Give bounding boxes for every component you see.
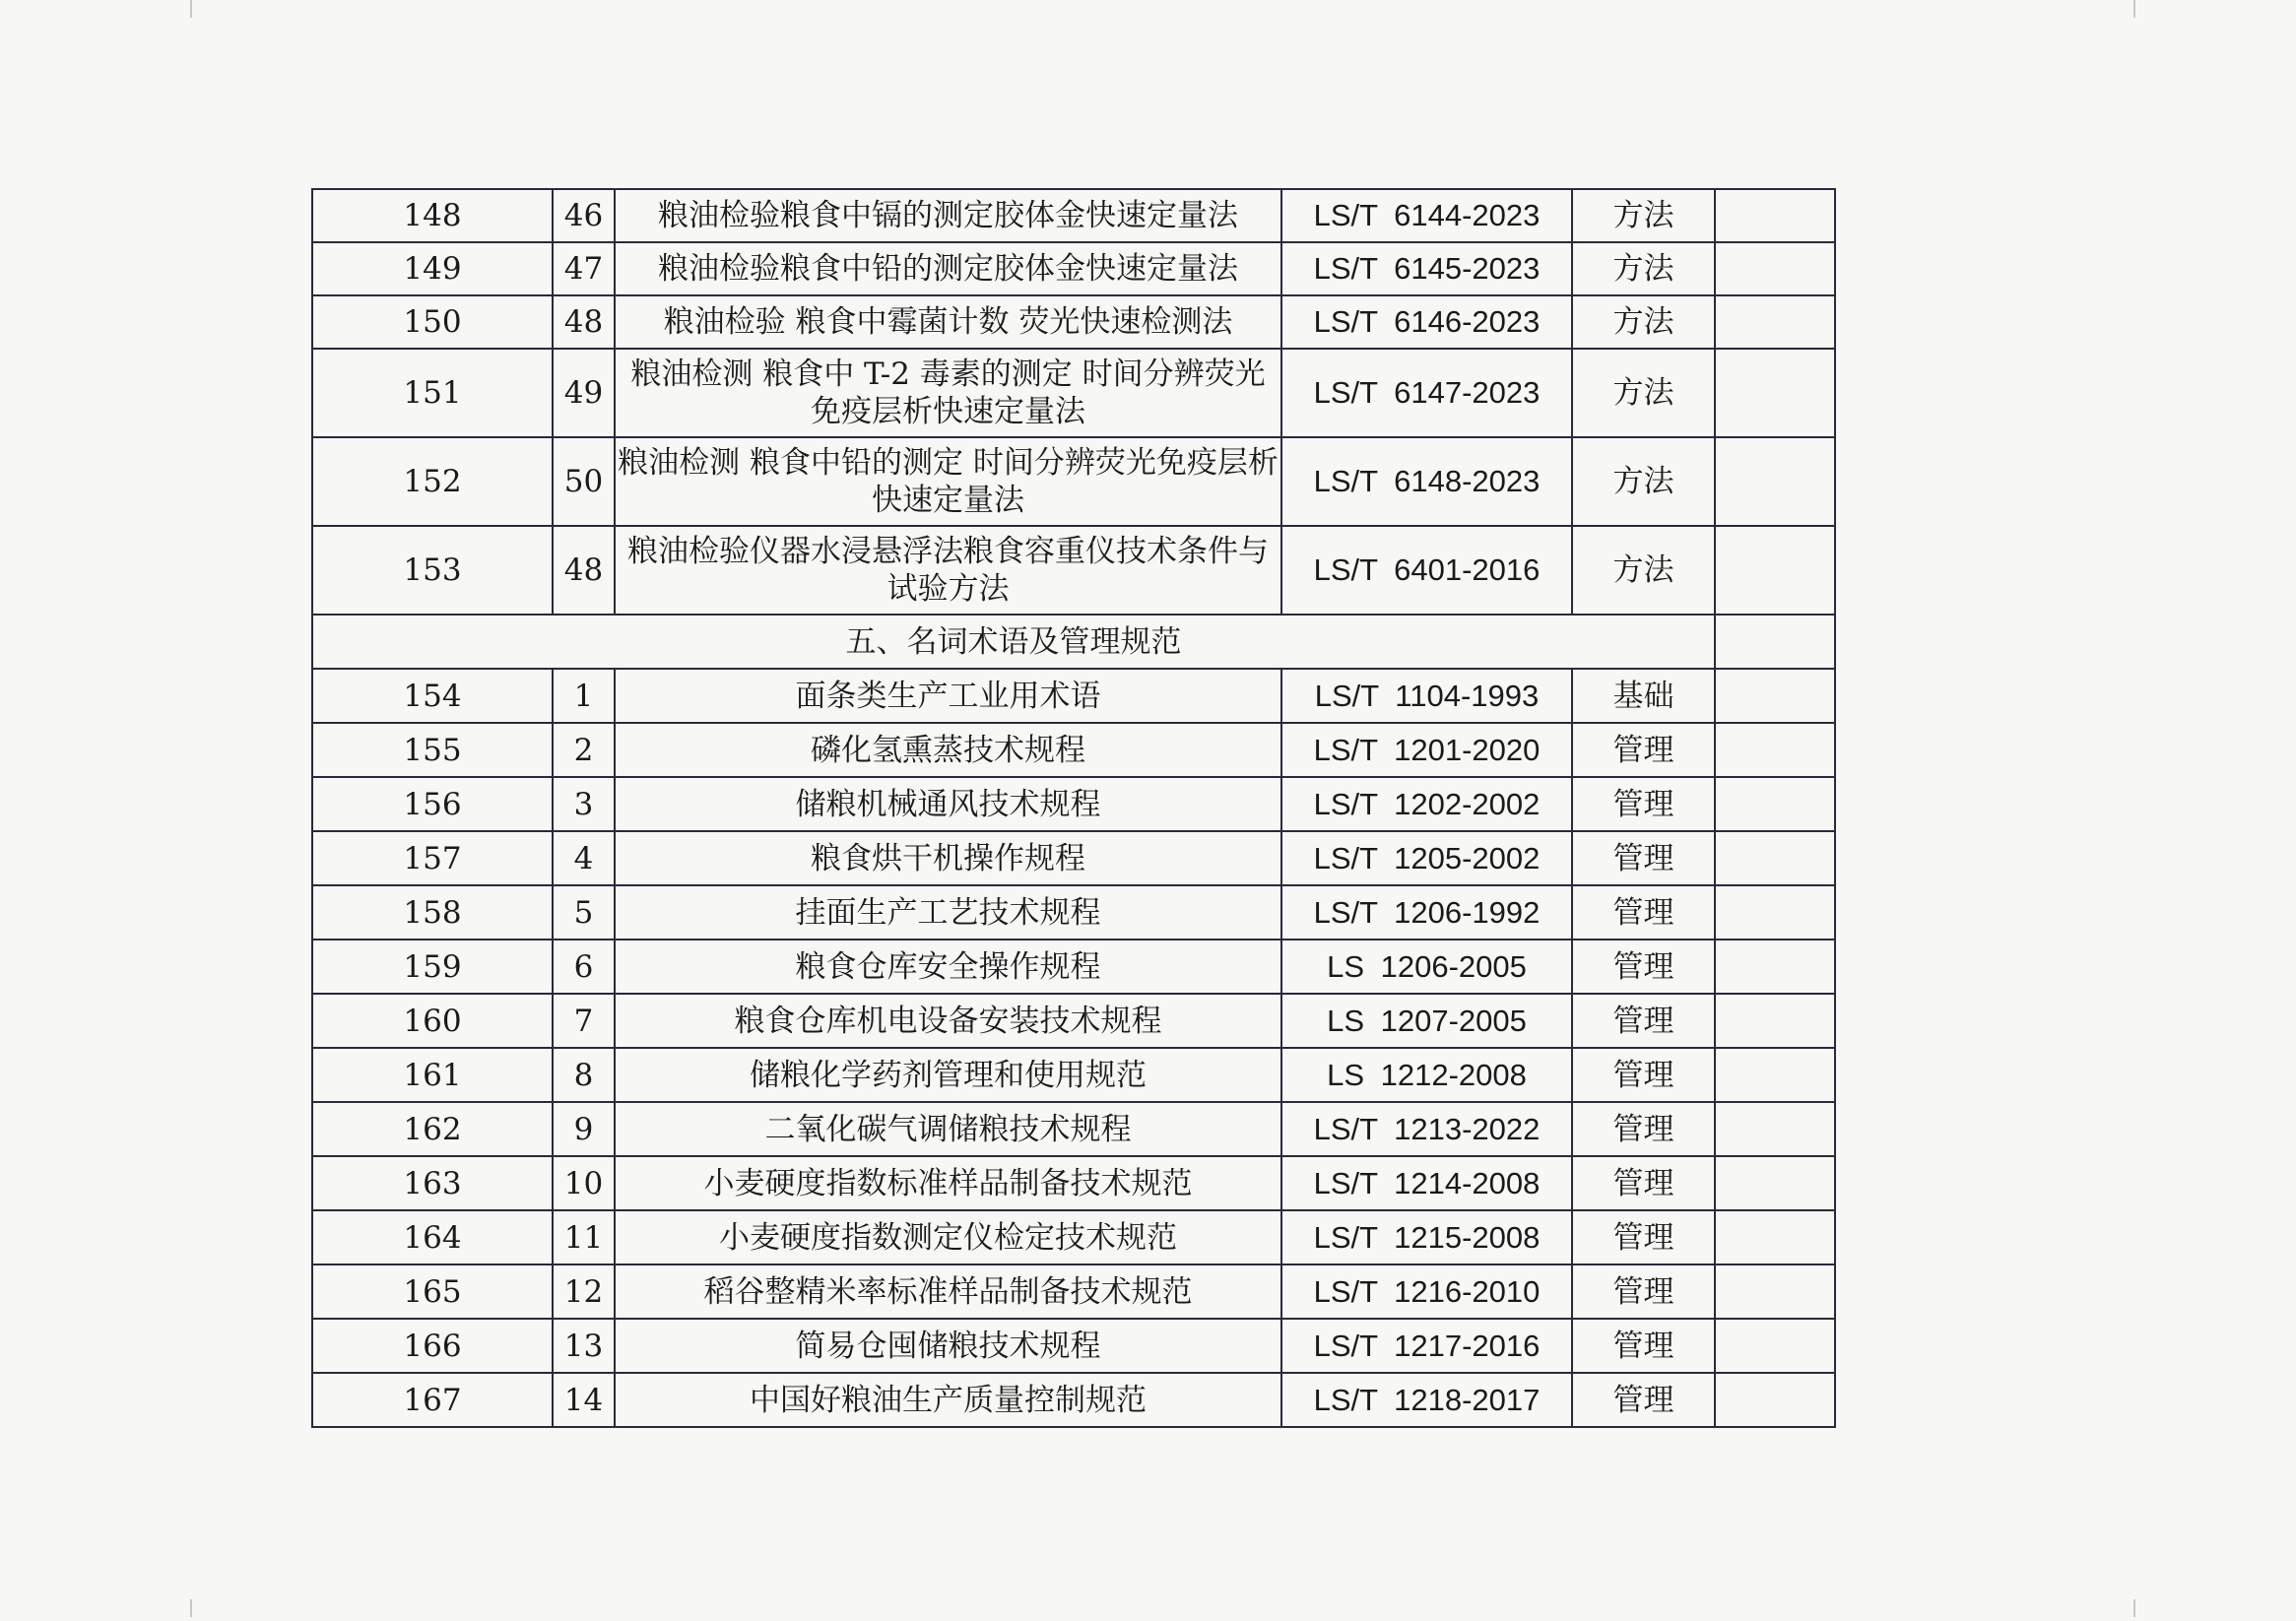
seq-cell: 157 <box>312 831 553 885</box>
scan-tick-mark <box>2133 0 2135 18</box>
type-cell: 方法 <box>1572 295 1715 349</box>
scan-tick-mark <box>190 0 192 18</box>
code-cell: LS 1207-2005 <box>1281 994 1572 1048</box>
scan-tick-mark <box>2133 1599 2135 1617</box>
table-row <box>312 1373 1835 1427</box>
num-cell: 48 <box>553 295 615 349</box>
seq-cell: 160 <box>312 994 553 1048</box>
num-cell: 50 <box>553 437 615 526</box>
seq-cell: 162 <box>312 1102 553 1156</box>
table-row <box>312 1210 1835 1264</box>
note-cell <box>1715 723 1835 777</box>
type-cell: 管理 <box>1572 777 1715 831</box>
name-cell: 粮油检验粮食中铅的测定胶体金快速定量法 <box>615 242 1281 295</box>
note-cell <box>1715 885 1835 940</box>
note-cell <box>1715 669 1835 723</box>
num-cell: 46 <box>553 189 615 242</box>
type-cell: 管理 <box>1572 1048 1715 1102</box>
type-cell: 管理 <box>1572 1319 1715 1373</box>
seq-cell: 164 <box>312 1210 553 1264</box>
seq-cell: 167 <box>312 1373 553 1427</box>
name-cell: 简易仓囤储粮技术规程 <box>615 1319 1281 1373</box>
code-cell: LS/T 1217-2016 <box>1281 1319 1572 1373</box>
seq-cell: 148 <box>312 189 553 242</box>
name-cell: 储粮化学药剂管理和使用规范 <box>615 1048 1281 1102</box>
code-cell: LS/T 6401-2016 <box>1281 526 1572 615</box>
seq-cell: 165 <box>312 1264 553 1319</box>
num-cell: 1 <box>553 669 615 723</box>
seq-cell: 158 <box>312 885 553 940</box>
note-cell <box>1715 1156 1835 1210</box>
type-cell: 管理 <box>1572 1102 1715 1156</box>
num-cell: 13 <box>553 1319 615 1373</box>
num-cell: 2 <box>553 723 615 777</box>
seq-cell: 151 <box>312 349 553 437</box>
name-cell: 二氧化碳气调储粮技术规程 <box>615 1102 1281 1156</box>
table-row <box>312 189 1835 242</box>
note-cell <box>1715 940 1835 994</box>
name-cell: 粮油检验 粮食中霉菌计数 荧光快速检测法 <box>615 295 1281 349</box>
seq-cell: 166 <box>312 1319 553 1373</box>
note-cell <box>1715 295 1835 349</box>
num-cell: 8 <box>553 1048 615 1102</box>
code-cell: LS 1212-2008 <box>1281 1048 1572 1102</box>
note-cell <box>1715 242 1835 295</box>
table-row <box>312 437 1835 526</box>
num-cell: 48 <box>553 526 615 615</box>
code-cell: LS/T 1213-2022 <box>1281 1102 1572 1156</box>
type-cell: 方法 <box>1572 349 1715 437</box>
type-cell: 管理 <box>1572 1264 1715 1319</box>
table-row <box>312 940 1835 994</box>
type-cell: 管理 <box>1572 940 1715 994</box>
table-row <box>312 885 1835 940</box>
name-cell: 挂面生产工艺技术规程 <box>615 885 1281 940</box>
name-cell: 粮油检测 粮食中铅的测定 时间分辨荧光免疫层析快速定量法 <box>615 437 1281 526</box>
code-cell: LS/T 6148-2023 <box>1281 437 1572 526</box>
table-row <box>312 349 1835 437</box>
seq-cell: 161 <box>312 1048 553 1102</box>
seq-cell: 149 <box>312 242 553 295</box>
type-cell: 方法 <box>1572 526 1715 615</box>
note-cell <box>1715 777 1835 831</box>
code-cell: LS/T 1218-2017 <box>1281 1373 1572 1427</box>
seq-cell: 154 <box>312 669 553 723</box>
note-cell <box>1715 1264 1835 1319</box>
name-cell: 磷化氢熏蒸技术规程 <box>615 723 1281 777</box>
type-cell: 管理 <box>1572 994 1715 1048</box>
seq-cell: 163 <box>312 1156 553 1210</box>
code-cell: LS/T 6144-2023 <box>1281 189 1572 242</box>
name-cell: 储粮机械通风技术规程 <box>615 777 1281 831</box>
note-cell <box>1715 1373 1835 1427</box>
note-cell <box>1715 437 1835 526</box>
code-cell: LS/T 6147-2023 <box>1281 349 1572 437</box>
note-cell <box>1715 189 1835 242</box>
code-cell: LS 1206-2005 <box>1281 940 1572 994</box>
scan-tick-mark <box>190 1599 192 1617</box>
seq-cell: 150 <box>312 295 553 349</box>
num-cell: 10 <box>553 1156 615 1210</box>
table-row <box>312 1156 1835 1210</box>
code-cell: LS/T 1104-1993 <box>1281 669 1572 723</box>
num-cell: 12 <box>553 1264 615 1319</box>
num-cell: 4 <box>553 831 615 885</box>
name-cell: 中国好粮油生产质量控制规范 <box>615 1373 1281 1427</box>
type-cell: 管理 <box>1572 723 1715 777</box>
table-row <box>312 669 1835 723</box>
note-cell <box>1715 994 1835 1048</box>
code-cell: LS/T 1215-2008 <box>1281 1210 1572 1264</box>
table-row <box>312 1102 1835 1156</box>
num-cell: 11 <box>553 1210 615 1264</box>
type-cell: 方法 <box>1572 189 1715 242</box>
num-cell: 3 <box>553 777 615 831</box>
name-cell: 粮油检测 粮食中 T-2 毒素的测定 时间分辨荧光免疫层析快速定量法 <box>615 349 1281 437</box>
num-cell: 47 <box>553 242 615 295</box>
name-cell: 小麦硬度指数测定仪检定技术规范 <box>615 1210 1281 1264</box>
type-cell: 管理 <box>1572 1156 1715 1210</box>
code-cell: LS/T 1214-2008 <box>1281 1156 1572 1210</box>
name-cell: 粮食仓库机电设备安装技术规程 <box>615 994 1281 1048</box>
note-cell <box>1715 526 1835 615</box>
note-cell <box>1715 1210 1835 1264</box>
code-cell: LS/T 1216-2010 <box>1281 1264 1572 1319</box>
standards-table <box>311 188 1836 1428</box>
table-row <box>312 1319 1835 1373</box>
code-cell: LS/T 6145-2023 <box>1281 242 1572 295</box>
name-cell: 小麦硬度指数标准样品制备技术规范 <box>615 1156 1281 1210</box>
code-cell: LS/T 1206-1992 <box>1281 885 1572 940</box>
table-row <box>312 994 1835 1048</box>
seq-cell: 153 <box>312 526 553 615</box>
section-row <box>312 615 1835 669</box>
table-row <box>312 242 1835 295</box>
name-cell: 粮油检验仪器水浸悬浮法粮食容重仪技术条件与试验方法 <box>615 526 1281 615</box>
num-cell: 5 <box>553 885 615 940</box>
table-row <box>312 295 1835 349</box>
num-cell: 6 <box>553 940 615 994</box>
name-cell: 粮油检验粮食中镉的测定胶体金快速定量法 <box>615 189 1281 242</box>
name-cell: 粮食仓库安全操作规程 <box>615 940 1281 994</box>
num-cell: 7 <box>553 994 615 1048</box>
table-row <box>312 526 1835 615</box>
type-cell: 方法 <box>1572 437 1715 526</box>
seq-cell: 155 <box>312 723 553 777</box>
name-cell: 稻谷整精米率标准样品制备技术规范 <box>615 1264 1281 1319</box>
code-cell: LS/T 1205-2002 <box>1281 831 1572 885</box>
seq-cell: 152 <box>312 437 553 526</box>
note-cell <box>1715 1048 1835 1102</box>
table-row <box>312 777 1835 831</box>
note-cell <box>1715 1319 1835 1373</box>
note-cell <box>1715 615 1835 669</box>
seq-cell: 159 <box>312 940 553 994</box>
num-cell: 14 <box>553 1373 615 1427</box>
type-cell: 基础 <box>1572 669 1715 723</box>
note-cell <box>1715 1102 1835 1156</box>
table-row <box>312 1264 1835 1319</box>
type-cell: 管理 <box>1572 885 1715 940</box>
table-row <box>312 723 1835 777</box>
name-cell: 面条类生产工业用术语 <box>615 669 1281 723</box>
type-cell: 方法 <box>1572 242 1715 295</box>
name-cell: 粮食烘干机操作规程 <box>615 831 1281 885</box>
type-cell: 管理 <box>1572 1210 1715 1264</box>
type-cell: 管理 <box>1572 831 1715 885</box>
code-cell: LS/T 1201-2020 <box>1281 723 1572 777</box>
section-title: 五、名词术语及管理规范 <box>312 615 1715 669</box>
note-cell <box>1715 831 1835 885</box>
note-cell <box>1715 349 1835 437</box>
type-cell: 管理 <box>1572 1373 1715 1427</box>
num-cell: 49 <box>553 349 615 437</box>
num-cell: 9 <box>553 1102 615 1156</box>
table-row <box>312 831 1835 885</box>
code-cell: LS/T 6146-2023 <box>1281 295 1572 349</box>
seq-cell: 156 <box>312 777 553 831</box>
code-cell: LS/T 1202-2002 <box>1281 777 1572 831</box>
table-row <box>312 1048 1835 1102</box>
